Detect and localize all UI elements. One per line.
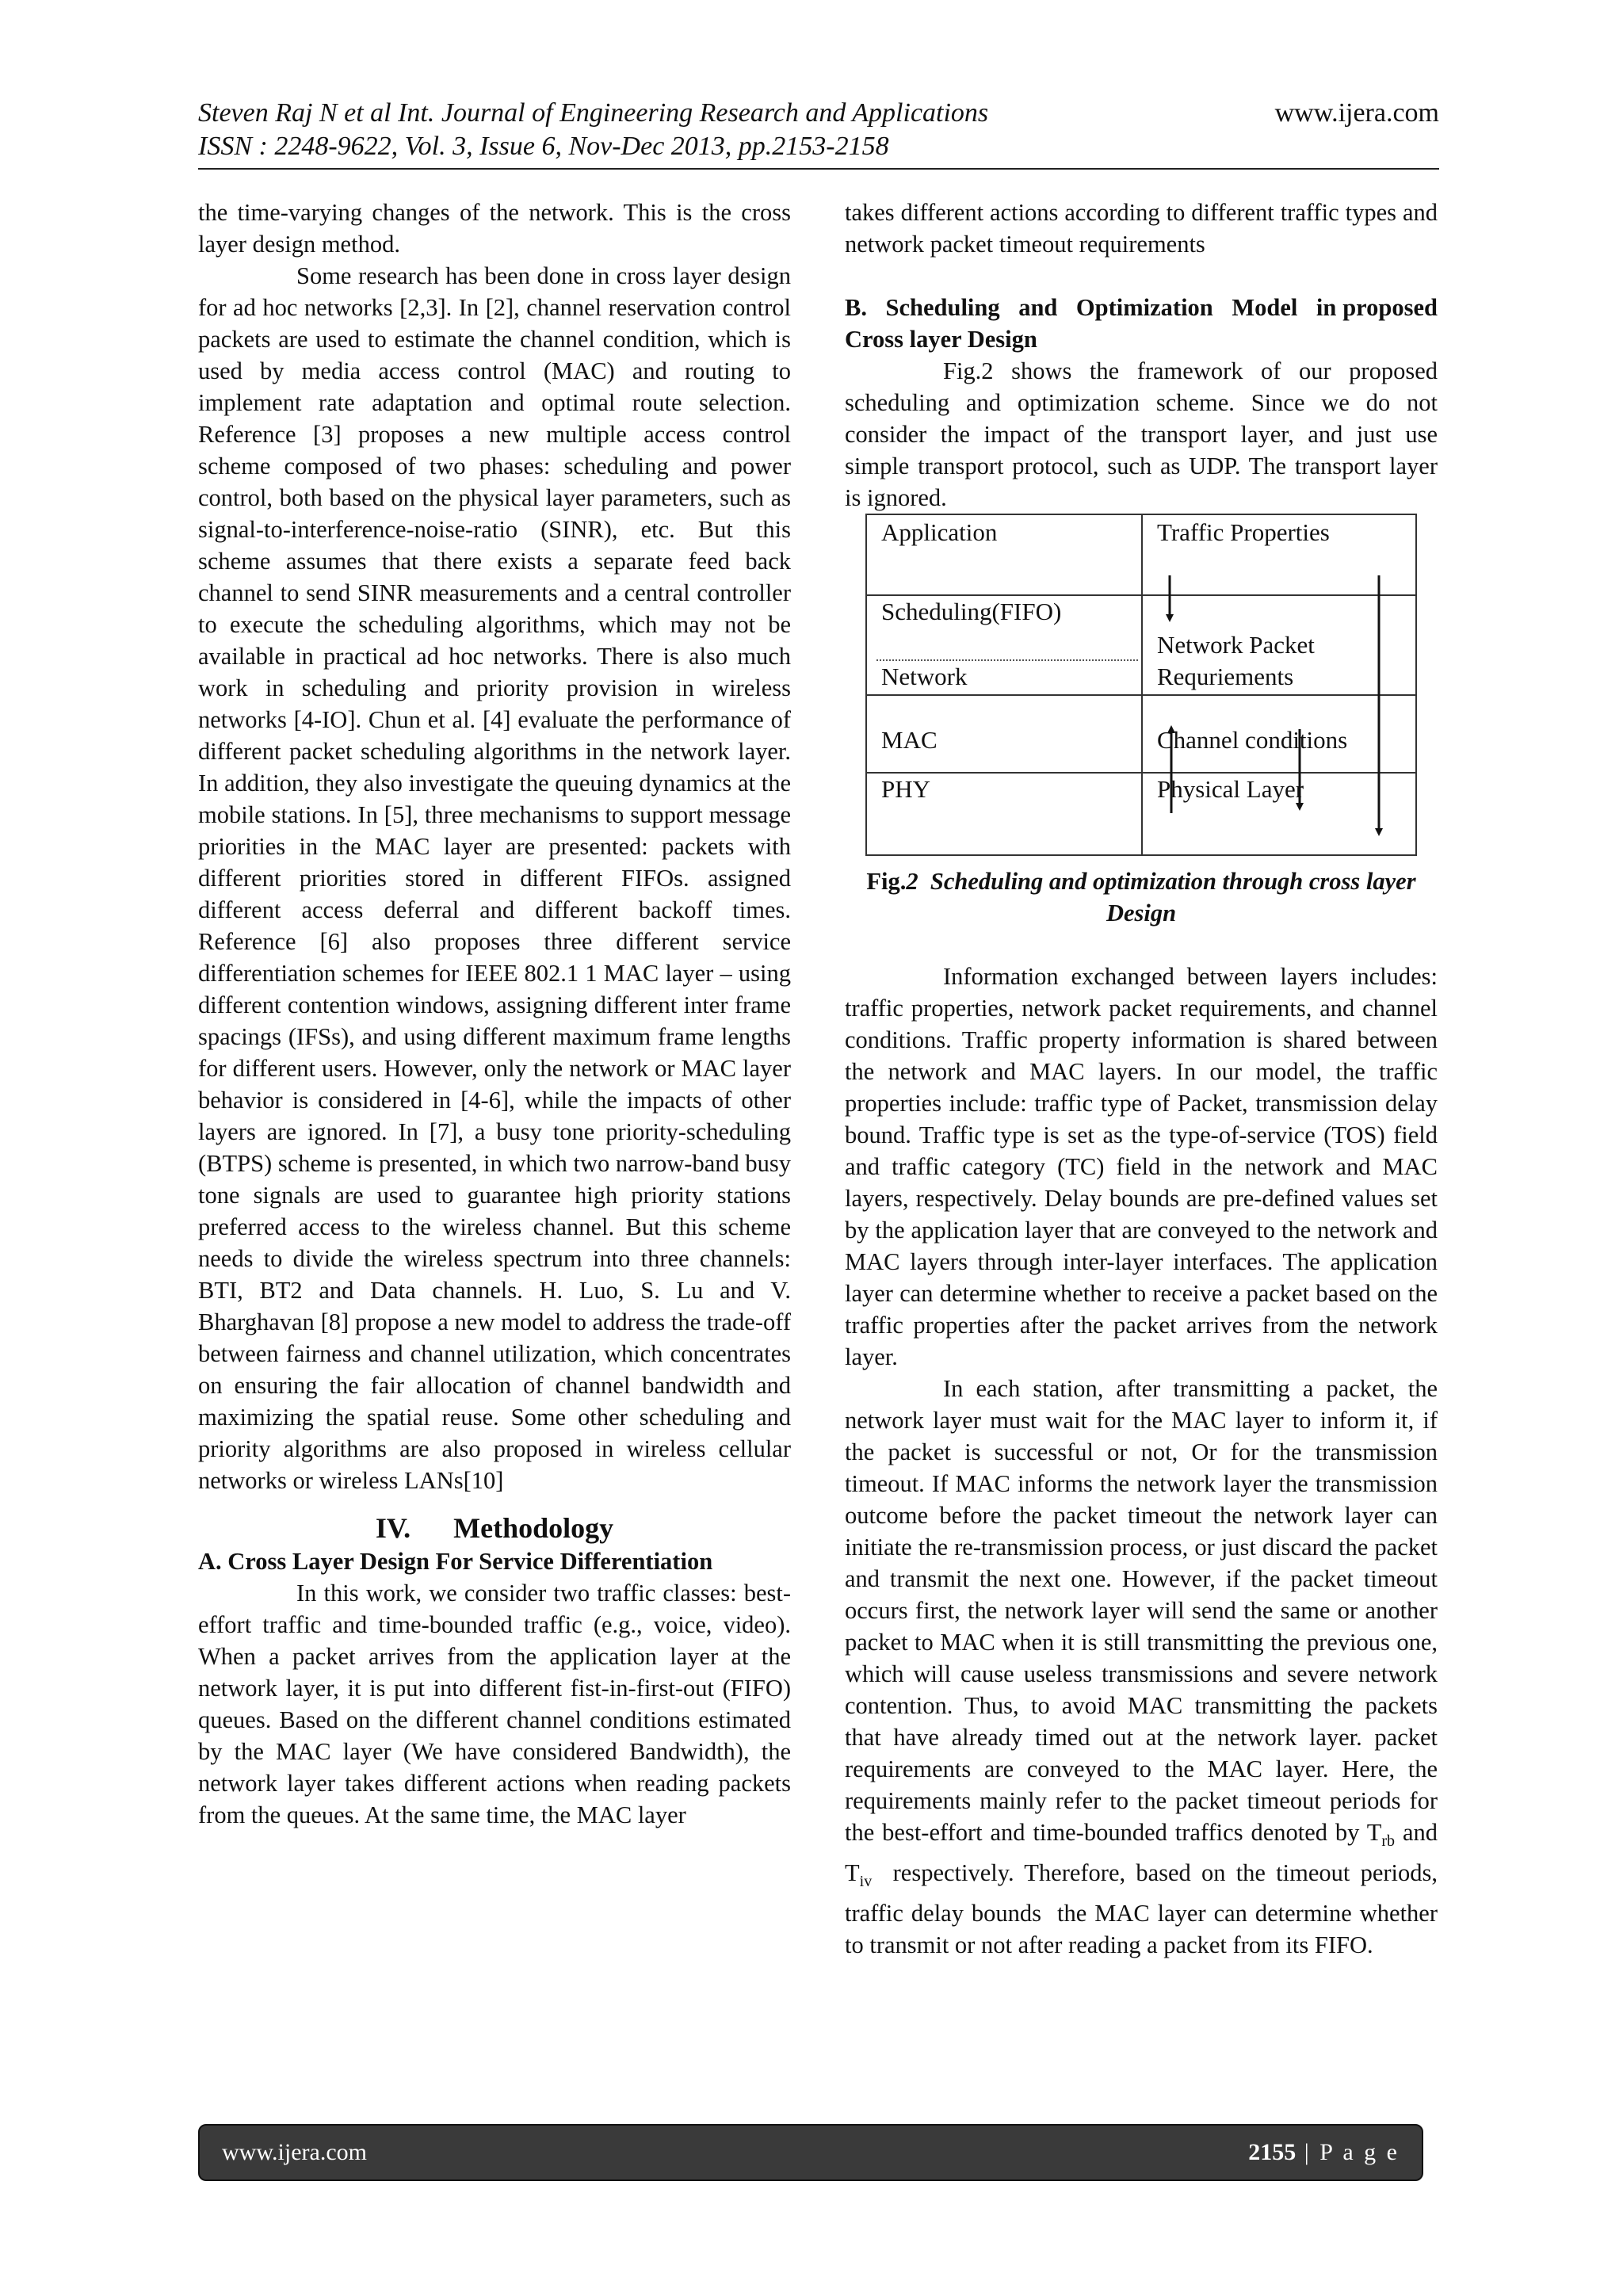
paragraph: Some research has been done in cross layer design for ad hoc networks [2,3]. In [2], channel reservation control packets are used to estimate the channel condition, which is used by media access control (MAC) and routing to implement rate adaptation and optimal route selection. Reference [3] proposes a new multiple access control scheme composed of two phases: scheduling and power control, both based on the physical layer parameters, such as signal-to-interference-noise-ratio (SINR), etc. But this scheme assumes that there exists a separate feed back channel to send SINR measurements and a central controller to execute the scheduling algorithms, which may not be available in practical ad hoc networks. There is also much work in scheduling and priority provision in wireless networks [4-IO]. Chun et al. [4] evaluate the performance of different packet scheduling algorithms in the network layer. In addition, they also investigate the queuing dynamics at the mobile stations. In [5], three mechanisms to support message priorities in the MAC layer are presented: packets with different priorities stored in different FIFOs. assigned different access deferral and different backoff times. Reference [6] also proposes three different service differentiation schemes for IEEE 802.1 1 MAC layer – using different contention windows, assigning different inter frame spacings (IFSs), and using different maximum frame lengths for different users. However, only the network or MAC layer behavior is considered in [4-6], while the impacts of other layers are ignored. In [7], a busy tone priority-scheduling (BTPS) scheme is presented, in which two narrow-band busy tone signals are used to guarantee high priority stations preferred access to the wireless channel. But this scheme needs to divide the wireless spectrum into three channels: BTI, BT2 and Data channels. H. Luo, S. Lu and V. Bharghavan [8] propose a new model to address the trade-off between fairness and channel utilization, which concentrates on ensuring the fair allocation of channel bandwidth and maximizing the spatial reuse. Some other scheduling and priority algorithms are also proposed in wireless cellular networks or wireless LANs[10] <box>198 262 791 1494</box>
right-column <box>845 197 1450 1961</box>
physical-layer-label: Physical Layer <box>1157 775 1304 803</box>
paragraph: the time-varying changes of the network. This is the cross layer design method. <box>198 199 791 258</box>
header-rule <box>198 168 1439 170</box>
traffic-properties-label: Traffic Properties <box>1157 518 1330 546</box>
diagram-arrows <box>867 515 1415 854</box>
subsection-heading: A. Cross Layer Design For Service Differentiation <box>198 1548 713 1575</box>
paragraph: In this work, we consider two traffic classes: best-effort traffic and time-bounded traffic (e.g., voice, video). When a packet arrives from the application layer at the network layer, it is put into different fist-in-first-out (FIFO) queues. Based on the different channel conditions estimated by the MAC layer (We have considered Bandwidth), the network layer takes different actions when reading packets from the queues. At the same time, the MAC layer <box>198 1580 791 1828</box>
header-website: www.ijera.com <box>1274 98 1439 128</box>
paragraph: takes different actions according to different traffic types and network packet timeout requirements <box>845 199 1438 258</box>
footer-website: www.ijera.com <box>222 2139 367 2165</box>
paragraph: Fig.2 shows the framework of our proposed scheduling and optimization scheme. Since we do not consider the impact of the transport layer, and just use simple transport protocol, such as UDP. The transport layer is ignored. <box>845 357 1438 511</box>
left-column <box>198 197 791 1831</box>
page-number: 2155 | P a g e <box>1248 2139 1400 2165</box>
page-footer <box>198 2124 1423 2181</box>
requirements-label: Requriements <box>1157 663 1294 690</box>
layer-phy: PHY <box>881 775 931 803</box>
layer-mac: MAC <box>881 726 938 754</box>
layer-scheduling: Scheduling(FIFO) <box>881 598 1062 625</box>
cross-layer-diagram <box>865 514 1417 856</box>
channel-conditions-label: Channel conditions <box>1157 726 1348 754</box>
journal-citation: Steven Raj N et al Int. Journal of Engineering Research and Applications <box>198 98 989 128</box>
layer-application: Application <box>881 518 998 546</box>
paragraph: Information exchanged between layers includes: traffic properties, network packet requirements, and channel conditions. Traffic property information is shared between the network and MAC layers. In our model, the traffic properties include: traffic type of Packet, transmission delay bound. Traffic type is set as the type-of-service (TOS) field and traffic category (TC) field in the network and MAC layers, respectively. Delay bounds are pre-defined values set by the application layer that are conveyed to the network and MAC layers through inter-layer interfaces. The application layer can determine whether to receive a packet based on the traffic properties after the packet arrives from the network layer. <box>845 963 1438 1370</box>
running-header <box>198 97 1439 163</box>
paragraph: In each station, after transmitting a packet, the network layer must wait for the MAC layer to inform it, if the packet is successful or not, Or for the transmission timeout. If MAC informs the network layer the transmission outcome before the packet timeout the network layer can initiate the re-transmission process, or just discard the packet and transmit the next one. However, if the packet timeout occurs first, the network layer will send the same or another packet to MAC when it is still transmitting the previous one, which will cause useless transmissions and severe network contention. Thus, to avoid MAC transmitting the packets that have already timed out at the network layer. packet requirements are conveyed to the MAC layer. Here, the requirements mainly refer to the packet timeout periods for the best-effort and time-bounded traffics denoted by $T_{rb}$ and $T_{iv}$ respectively. Therefore, based on the timeout periods, traffic delay bounds the MAC layer can determine whether to transmit or not after reading a packet from its FIFO. <box>845 1375 1450 1959</box>
figure-caption: Fig.2 Scheduling and optimization through cross layer Design <box>866 868 1423 926</box>
layer-network: Network <box>881 663 968 690</box>
section-heading: IV. Methodology <box>375 1512 614 1544</box>
subsection-heading: B. Scheduling and Optimization Model in proposed Cross layer Design <box>845 294 1444 353</box>
network-packet-label: Network Packet <box>1157 631 1315 659</box>
issn-line: ISSN : 2248-9622, Vol. 3, Issue 6, Nov-Dec 2013, pp.2153-2158 <box>198 132 889 161</box>
